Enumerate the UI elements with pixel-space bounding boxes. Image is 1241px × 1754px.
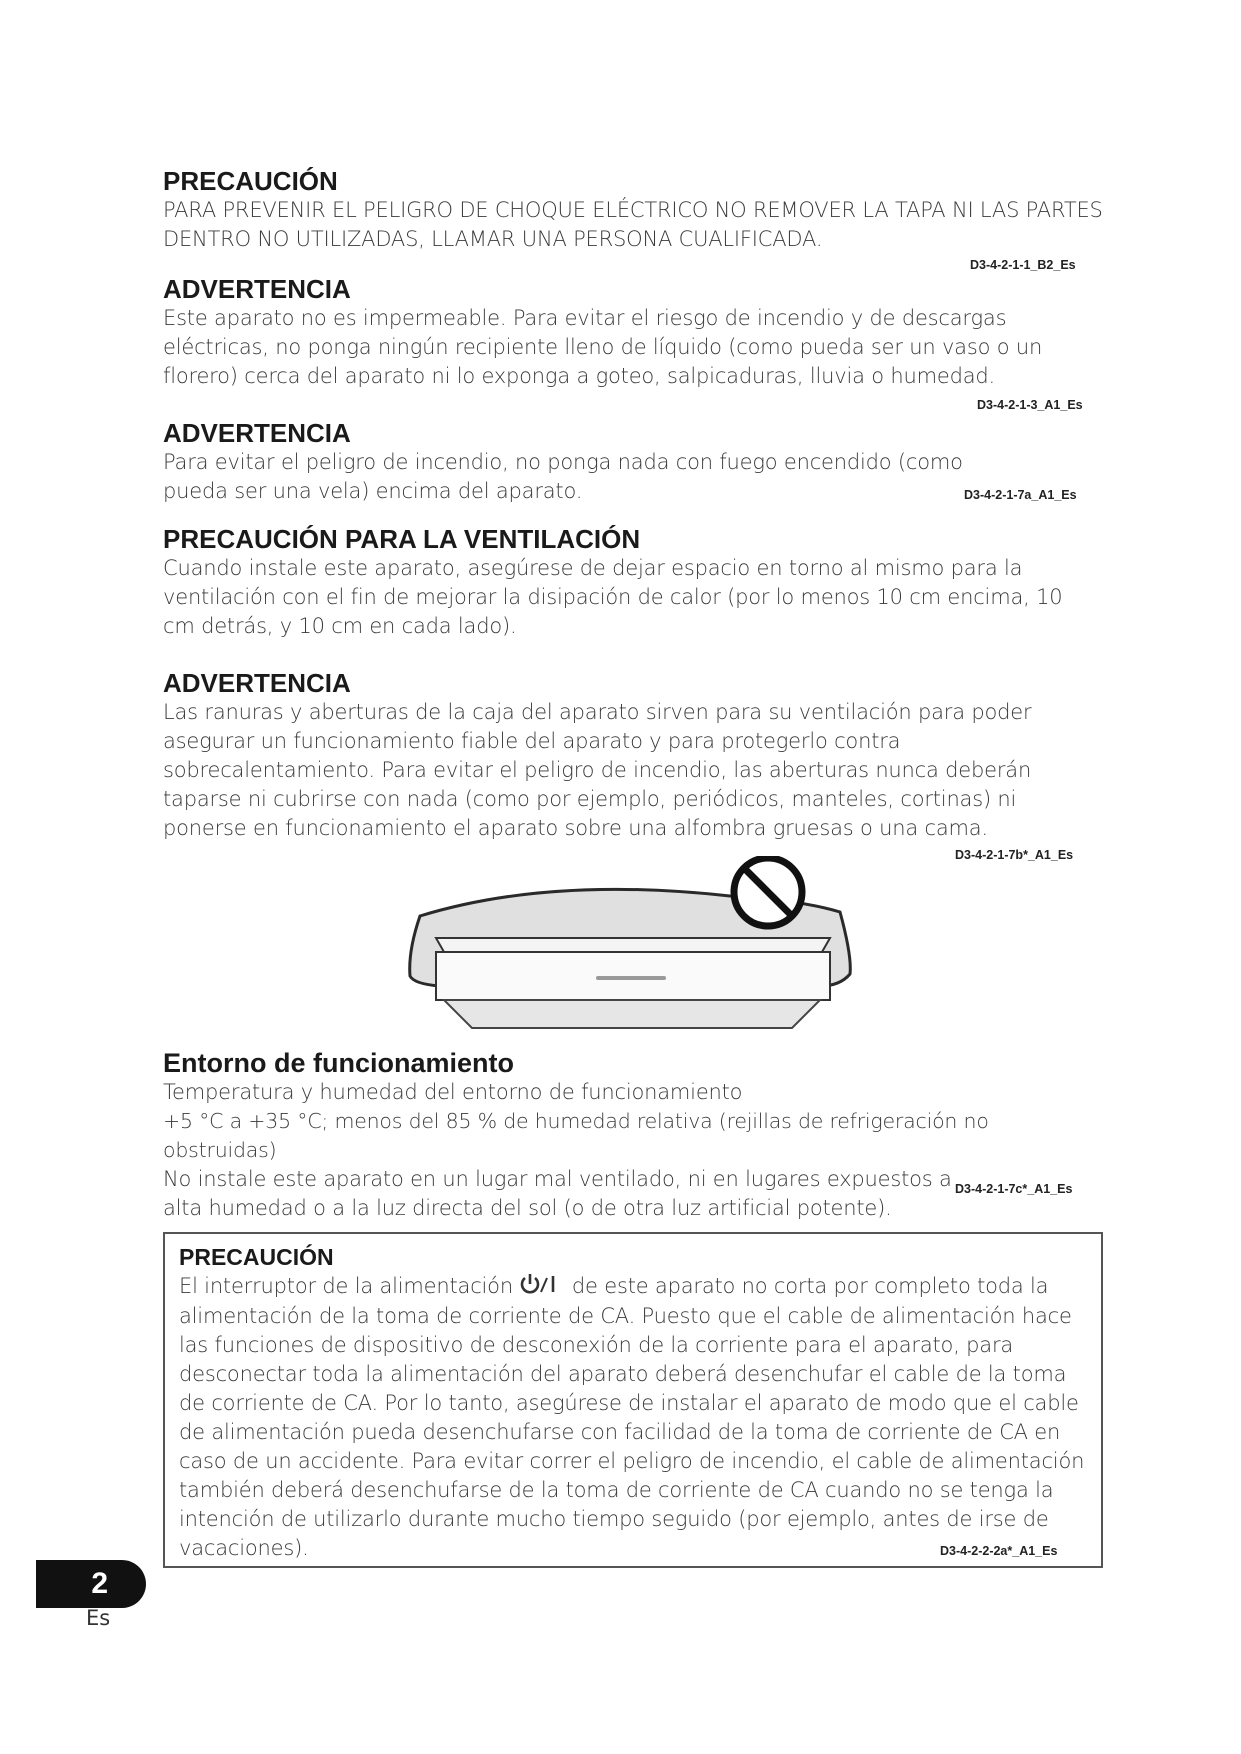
caution-box — [163, 1232, 1103, 1568]
section-advertencia-fire — [163, 418, 1098, 506]
section-text: Este aparato no es impermeable. Para evitar el riesgo de incendio y de descargas eléctricas, no ponga ningún recipiente lleno de líquido (como pueda ser un vaso o un florero) cerca del aparato ni lo exponga a goteo, salpicaduras, lluvia o humedad. — [163, 306, 1043, 388]
reference-code: D3-4-2-1-7b*_A1_Es — [955, 848, 1074, 862]
caution-heading: PRECAUCIÓN — [179, 1244, 334, 1270]
section-heading: ADVERTENCIA — [163, 418, 351, 448]
section-precaucion — [163, 166, 1103, 254]
section-entorno — [163, 1048, 1098, 1223]
caution-text-before: El interruptor de la alimentación — [179, 1274, 513, 1298]
section-advertencia-vents — [163, 668, 1098, 843]
section-text: PARA PREVENIR EL PELIGRO DE CHOQUE ELÉCTRICO NO REMOVER LA TAPA NI LAS PARTES DENTRO NO UTILIZADAS, LLAMAR UNA PERSONA CUALIFICADA. — [163, 198, 1103, 251]
covered-device-illustration — [400, 856, 870, 1036]
section-text: Cuando instale este aparato, asegúrese de dejar espacio en torno al mismo para la ventilación con el fin de mejorar la disipación de calor (por lo menos 10 cm encima, 10 cm detrás, y 10 cm en cada lado). — [163, 556, 1063, 638]
page-language: Es — [86, 1606, 111, 1630]
reference-code: D3-4-2-1-3_A1_Es — [977, 398, 1083, 412]
section-advertencia-water — [163, 274, 1098, 391]
reference-code: D3-4-2-1-7c*_A1_Es — [955, 1182, 1073, 1196]
section-heading: ADVERTENCIA — [163, 668, 351, 698]
section-text: Para evitar el peligro de incendio, no ponga nada con fuego encendido (como pueda ser una vela) encima del aparato. — [163, 450, 963, 503]
section-heading: PRECAUCIÓN PARA LA VENTILACIÓN — [163, 524, 641, 554]
reference-code: D3-4-2-1-7a_A1_Es — [964, 488, 1077, 502]
environment-line-1: Temperatura y humedad del entorno de funcionamiento — [163, 1080, 743, 1104]
section-heading: Entorno de funcionamiento — [163, 1048, 514, 1078]
environment-line-2: +5 °C a +35 °C; menos del 85 % de humedad relativa (rejillas de refrigeración no obstruidas) — [163, 1109, 989, 1162]
power-standby-icon — [519, 1272, 565, 1302]
page-number: 2 — [36, 1560, 146, 1608]
environment-text: No instale este aparato en un lugar mal ventilado, ni en lugares expuestos a alta humedad o a la luz directa del sol (o de otra luz artificial potente). — [163, 1167, 952, 1220]
section-heading: ADVERTENCIA — [163, 274, 351, 304]
section-text: Las ranuras y aberturas de la caja del aparato sirven para su ventilación para poder asegurar un funcionamiento fiable del aparato y para protegerlo contra sobrecalentamiento. Para evitar el peligro de incendio, las aberturas nunca deberán taparse ni cubrirse con nada (como por ejemplo, periódicos, manteles, cortinas) ni ponerse en funcionamiento el aparato sobre una alfombra gruesas o una cama. — [163, 700, 1032, 840]
section-ventilacion — [163, 524, 1098, 641]
reference-code: D3-4-2-1-1_B2_Es — [970, 258, 1076, 272]
caution-text-after: de este aparato no corta por completo toda la alimentación de la toma de corriente de CA. Puesto que el cable de alimentación hace las funciones de dispositivo de desconexión de la corriente para el aparato, para desconectar toda la alimentación del aparato deberá desenchufar el cable de la toma de corriente de CA. Por lo tanto, asegúrese de instalar el aparato de modo que el cable de alimentación pueda desenchufarse con facilidad de la toma de corriente de CA en caso de un accidente. Para evitar correr el peligro de incendio, el cable de alimentación también deberá desenchufarse de la toma de corriente de CA cuando no se tenga la intención de utilizarlo durante mucho tiempo seguido (por ejemplo, antes de irse de vacaciones). — [179, 1274, 1085, 1560]
reference-code: D3-4-2-2-2a*_A1_Es — [940, 1544, 1058, 1558]
section-heading: PRECAUCIÓN — [163, 166, 338, 196]
